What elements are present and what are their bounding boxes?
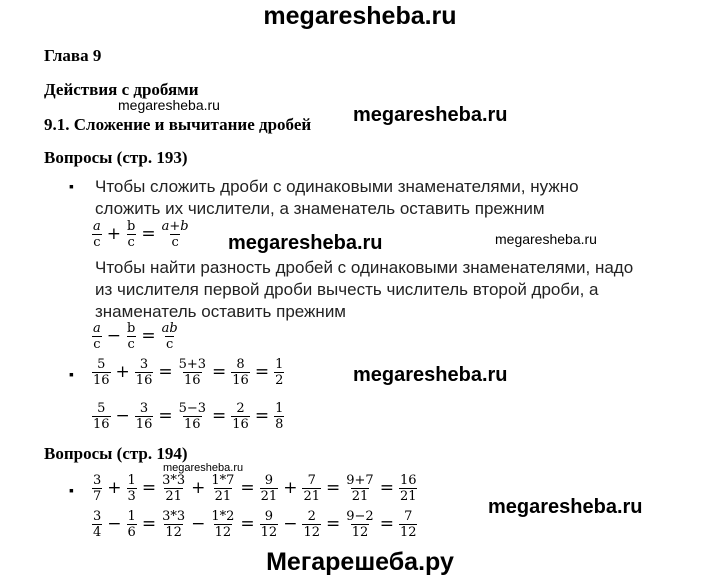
bullet-marker: ▪ <box>69 484 74 499</box>
paragraph-line: сложить их числители, а знаменатель оставить прежним <box>95 199 545 218</box>
formula-sum-rule: $\frac{a}{c}$ + $\frac{b}{c}$ = $\frac{a+b}{c}$ <box>93 219 189 250</box>
section-title: 9.1. Сложение и вычитание дробей <box>44 115 312 134</box>
formula-example-194-diff: $\frac{3}{4}$ − $\frac{1}{6}$ = $\frac{3*3}{12}$ − $\frac{1*2}{12}$ = $\frac{9}{12}$ − $\frac{2}{12}$ = $\frac{9-2}{12}$ = $\frac{7}{12}$ <box>93 509 417 540</box>
paragraph-line: Чтобы сложить дроби с одинаковыми знаменателями, нужно <box>95 177 579 196</box>
chapter-title: Действия с дробями <box>44 80 199 99</box>
paragraph-line: из числителя первой дроби вычесть числитель второй дроби, а <box>95 280 599 299</box>
formula-example-diff: $\frac{5}{16}$ − $\frac{3}{16}$ = $\frac{5-3}{16}$ = $\frac{2}{16}$ = $\frac{1}{8}$ <box>93 401 284 432</box>
formula-example-sum: $\frac{5}{16}$ + $\frac{3}{16}$ = $\frac{5+3}{16}$ = $\frac{8}{16}$ = $\frac{1}{2}$ <box>93 357 284 388</box>
questions-heading-194: Вопросы (стр. 194) <box>44 444 188 463</box>
watermark-big: megaresheba.ru <box>353 104 508 126</box>
questions-heading-193: Вопросы (стр. 193) <box>44 148 188 167</box>
watermark-bottom: Мегарешеба.ру <box>266 548 454 576</box>
bullet-marker: ▪ <box>69 180 74 195</box>
watermark-small: megaresheba.ru <box>495 231 597 247</box>
watermark-big: megaresheba.ru <box>228 232 383 254</box>
formula-example-194-sum: $\frac{3}{7}$ + $\frac{1}{3}$ = $\frac{3*3}{21}$ + $\frac{1*7}{21}$ = $\frac{9}{21}$ + $\frac{7}{21}$ = $\frac{9+7}{21}$ = $\frac{16}{21}$ <box>93 473 417 504</box>
formula-diff-rule: $\frac{a}{c}$ − $\frac{b}{c}$ = $\frac{ab}{c}$ <box>93 321 178 352</box>
watermark-small: megaresheba.ru <box>118 97 220 113</box>
paragraph-line: Чтобы найти разность дробей с одинаковыми знаменателями, надо <box>95 258 634 277</box>
watermark-big: megaresheba.ru <box>488 496 643 518</box>
watermark-tiny: megaresheba.ru <box>163 462 244 474</box>
chapter-number: Глава 9 <box>44 46 102 65</box>
paragraph-line: знаменатель оставить прежним <box>95 302 346 321</box>
bullet-marker: ▪ <box>69 368 74 383</box>
watermark-top: megaresheba.ru <box>263 2 457 30</box>
watermark-big: megaresheba.ru <box>353 364 508 386</box>
